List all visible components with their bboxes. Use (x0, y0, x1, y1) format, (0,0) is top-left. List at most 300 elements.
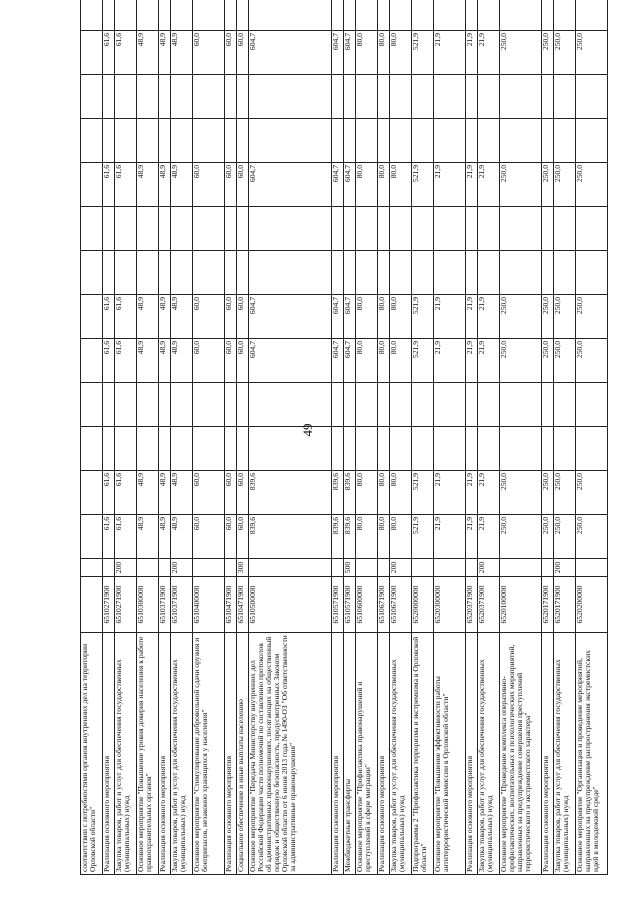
amount-cell (193, 383, 225, 427)
amount-cell (478, 427, 500, 471)
amount-cell (103, 251, 115, 295)
expense-type-cell (542, 559, 554, 577)
amount-cell (137, 75, 159, 119)
amount-cell: 250,0 (554, 295, 576, 339)
amount-cell (542, 207, 554, 251)
expense-type-cell (81, 559, 103, 577)
expense-type-cell (500, 559, 542, 577)
amount-cell: 250,0 (500, 31, 542, 75)
target-code-cell: 6510671900 (390, 577, 412, 633)
target-code-cell: 6520000000 (412, 577, 434, 633)
row-name-cell: Реализация основного мероприятия (103, 633, 115, 875)
expense-type-cell (137, 559, 159, 577)
amount-cell: 60,0 (193, 339, 225, 383)
amount-cell: 21,9 (478, 515, 500, 559)
amount-cell: 839,6 (332, 515, 344, 559)
amount-cell (237, 207, 249, 251)
amount-cell (115, 207, 137, 251)
amount-cell: 21,9 (478, 31, 500, 75)
target-code-cell: 6510400000 (193, 577, 225, 633)
amount-cell (159, 251, 171, 295)
amount-cell (137, 427, 159, 471)
amount-cell (378, 427, 390, 471)
expense-type-cell: 200 (171, 559, 193, 577)
row-name-cell: Межбюджетные трансферты (344, 633, 356, 875)
amount-cell (81, 207, 103, 251)
amount-cell (554, 75, 576, 119)
amount-cell (171, 207, 193, 251)
amount-cell (434, 383, 466, 427)
expense-type-cell: 200 (390, 559, 412, 577)
amount-cell: 48,9 (159, 163, 171, 207)
amount-cell: 48,9 (171, 163, 193, 207)
amount-cell (378, 119, 390, 163)
row-name-cell: Закупка товаров, работ и услуг для обеспечения государственных (муниципальных) нужд (171, 633, 193, 875)
target-code-cell (81, 577, 103, 633)
target-code-cell: 6510471900 (225, 577, 237, 633)
target-code-cell: 6510471900 (237, 577, 249, 633)
amount-cell: 521,9 (412, 339, 434, 383)
amount-cell (378, 207, 390, 251)
amount-cell: 80,0 (390, 31, 412, 75)
amount-cell: 48,9 (171, 295, 193, 339)
amount-cell (378, 0, 390, 31)
amount-cell (356, 75, 378, 119)
amount-cell (412, 251, 434, 295)
target-code-cell: 6510371900 (171, 577, 193, 633)
amount-cell (171, 383, 193, 427)
amount-cell: 604,7 (344, 339, 356, 383)
expense-type-cell: 200 (554, 559, 576, 577)
table-row (542, 0, 554, 875)
amount-cell (356, 119, 378, 163)
amount-cell (193, 75, 225, 119)
amount-cell: 48,9 (159, 31, 171, 75)
expense-type-cell: 300 (237, 559, 249, 577)
amount-cell: 21,9 (478, 295, 500, 339)
amount-cell: 48,9 (137, 515, 159, 559)
amount-cell: 21,9 (478, 163, 500, 207)
amount-cell: 61,6 (103, 31, 115, 75)
amount-cell (115, 251, 137, 295)
table-row (576, 0, 608, 875)
amount-cell (237, 119, 249, 163)
amount-cell: 21,9 (478, 471, 500, 515)
amount-cell: 521,9 (412, 515, 434, 559)
amount-cell: 60,0 (225, 163, 237, 207)
amount-cell (344, 0, 356, 31)
table-row (237, 0, 249, 875)
amount-cell: 80,0 (390, 163, 412, 207)
amount-cell (554, 0, 576, 31)
amount-cell: 60,0 (193, 471, 225, 515)
expense-type-cell (332, 559, 344, 577)
amount-cell: 250,0 (542, 471, 554, 515)
amount-cell (554, 427, 576, 471)
amount-cell: 80,0 (390, 295, 412, 339)
amount-cell: 21,9 (466, 31, 478, 75)
target-code-cell: 6520171900 (554, 577, 576, 633)
amount-cell: 80,0 (390, 471, 412, 515)
amount-cell: 604,7 (249, 163, 332, 207)
amount-cell (344, 119, 356, 163)
row-name-cell: Реализация основного мероприятия (225, 633, 237, 875)
amount-cell (434, 119, 466, 163)
amount-cell (115, 119, 137, 163)
table-row (378, 0, 390, 875)
amount-cell: 61,6 (103, 295, 115, 339)
amount-cell: 250,0 (554, 515, 576, 559)
amount-cell (193, 119, 225, 163)
row-name-cell: Основное мероприятие "Проведение комплекса оперативно-профилактических, воспитательных и психологических мероприятий, направленных на предупреждение совершения преступлений террористического и экстремистского характера" (500, 633, 542, 875)
target-code-cell: 6520371900 (478, 577, 500, 633)
amount-cell: 250,0 (542, 339, 554, 383)
amount-cell: 61,6 (115, 515, 137, 559)
amount-cell (237, 75, 249, 119)
amount-cell (171, 119, 193, 163)
amount-cell: 250,0 (576, 163, 608, 207)
amount-cell (434, 75, 466, 119)
table-row (554, 0, 576, 875)
amount-cell: 60,0 (193, 163, 225, 207)
amount-cell (542, 119, 554, 163)
expense-type-cell (159, 559, 171, 577)
expense-type-cell (466, 559, 478, 577)
row-name-cell: Основное мероприятие "Передача Министерству внутренних дел Российской Федерации части полномочий по составлению протоколов об административных правонарушениях, посягающих на общественный порядок и общественную безопасность, предусмотренных Законом Орловской области от 6 июня 2013 года № 1490-ОЗ "Об ответственности за административные правонарушения" (249, 633, 332, 875)
amount-cell (249, 119, 332, 163)
amount-cell: 61,6 (103, 339, 115, 383)
amount-cell: 80,0 (356, 163, 378, 207)
amount-cell (249, 251, 332, 295)
amount-cell (103, 0, 115, 31)
row-name-cell: Основное мероприятие "Профилактика правонарушений и преступлений в сфере миграции" (356, 633, 378, 875)
table-row (159, 0, 171, 875)
amount-cell: 48,9 (159, 515, 171, 559)
amount-cell (103, 427, 115, 471)
amount-cell (478, 75, 500, 119)
amount-cell (159, 427, 171, 471)
amount-cell: 61,6 (115, 471, 137, 515)
amount-cell (81, 163, 103, 207)
amount-cell: 604,7 (344, 163, 356, 207)
amount-cell: 250,0 (576, 471, 608, 515)
amount-cell (500, 75, 542, 119)
amount-cell: 80,0 (356, 515, 378, 559)
row-name-cell: Реализация основного мероприятия (542, 633, 554, 875)
amount-cell (500, 251, 542, 295)
amount-cell (356, 383, 378, 427)
amount-cell (478, 251, 500, 295)
amount-cell (434, 251, 466, 295)
amount-cell: 60,0 (237, 471, 249, 515)
amount-cell (500, 0, 542, 31)
amount-cell (554, 119, 576, 163)
amount-cell: 250,0 (500, 339, 542, 383)
target-code-cell: 6520371900 (466, 577, 478, 633)
table-row (249, 0, 332, 875)
budget-table (80, 0, 608, 875)
amount-cell (137, 119, 159, 163)
amount-cell (159, 75, 171, 119)
expense-type-cell: 500 (344, 559, 356, 577)
amount-cell (344, 251, 356, 295)
amount-cell (103, 119, 115, 163)
amount-cell: 21,9 (434, 471, 466, 515)
amount-cell (81, 427, 103, 471)
amount-cell (466, 119, 478, 163)
target-code-cell: 6510571900 (344, 577, 356, 633)
table-row (137, 0, 159, 875)
amount-cell: 80,0 (378, 295, 390, 339)
amount-cell (137, 207, 159, 251)
amount-cell: 48,9 (137, 295, 159, 339)
amount-cell (378, 383, 390, 427)
amount-cell (159, 207, 171, 251)
amount-cell: 521,9 (412, 295, 434, 339)
amount-cell (344, 75, 356, 119)
amount-cell (115, 427, 137, 471)
amount-cell: 48,9 (171, 515, 193, 559)
amount-cell (81, 75, 103, 119)
amount-cell: 60,0 (193, 31, 225, 75)
amount-cell: 839,6 (344, 515, 356, 559)
row-name-cell: Закупка товаров, работ и услуг для обеспечения государственных (муниципальных) нужд (554, 633, 576, 875)
amount-cell: 250,0 (500, 471, 542, 515)
table-row (412, 0, 434, 875)
amount-cell: 604,7 (344, 31, 356, 75)
amount-cell: 60,0 (225, 515, 237, 559)
amount-cell: 21,9 (466, 295, 478, 339)
table-row (344, 0, 356, 875)
amount-cell (500, 383, 542, 427)
row-name-cell: Закупка товаров, работ и услуг для обеспечения государственных (муниципальных) нужд (115, 633, 137, 875)
amount-cell: 61,6 (115, 31, 137, 75)
amount-cell (356, 251, 378, 295)
amount-cell: 604,7 (344, 295, 356, 339)
amount-cell (137, 251, 159, 295)
table-row (478, 0, 500, 875)
amount-cell (332, 251, 344, 295)
page-number: 49 (300, 423, 315, 437)
table-row (115, 0, 137, 875)
amount-cell: 61,6 (103, 515, 115, 559)
target-code-cell: 6510500000 (249, 577, 332, 633)
table-row (356, 0, 378, 875)
amount-cell: 250,0 (542, 31, 554, 75)
amount-cell: 60,0 (193, 295, 225, 339)
amount-cell: 250,0 (554, 339, 576, 383)
rotated-table (80, 33, 600, 875)
row-name-cell: Реализация основного мероприятия (332, 633, 344, 875)
amount-cell (81, 31, 103, 75)
amount-cell: 21,9 (434, 163, 466, 207)
amount-cell: 48,9 (159, 471, 171, 515)
amount-cell (332, 207, 344, 251)
amount-cell (225, 383, 237, 427)
amount-cell (576, 119, 608, 163)
amount-cell (332, 0, 344, 31)
target-code-cell: 6520200000 (576, 577, 608, 633)
amount-cell (356, 427, 378, 471)
amount-cell (225, 251, 237, 295)
amount-cell: 21,9 (434, 339, 466, 383)
table-row (390, 0, 412, 875)
amount-cell: 60,0 (237, 163, 249, 207)
amount-cell (249, 207, 332, 251)
amount-cell: 521,9 (412, 163, 434, 207)
amount-cell (500, 207, 542, 251)
amount-cell (115, 383, 137, 427)
amount-cell (193, 251, 225, 295)
amount-cell (412, 0, 434, 31)
amount-cell (412, 75, 434, 119)
amount-cell (500, 119, 542, 163)
expense-type-cell (356, 559, 378, 577)
amount-cell: 60,0 (193, 515, 225, 559)
amount-cell: 21,9 (434, 295, 466, 339)
amount-cell (115, 0, 137, 31)
amount-cell (225, 0, 237, 31)
amount-cell (356, 207, 378, 251)
amount-cell: 250,0 (554, 471, 576, 515)
amount-cell (332, 383, 344, 427)
amount-cell (237, 383, 249, 427)
amount-cell: 21,9 (478, 339, 500, 383)
amount-cell (576, 207, 608, 251)
amount-cell (478, 119, 500, 163)
amount-cell (554, 251, 576, 295)
amount-cell (356, 0, 378, 31)
amount-cell (237, 0, 249, 31)
amount-cell: 250,0 (542, 163, 554, 207)
amount-cell: 250,0 (576, 31, 608, 75)
expense-type-cell (434, 559, 466, 577)
amount-cell (193, 0, 225, 31)
row-name-cell: Реализация основного мероприятия (378, 633, 390, 875)
row-name-cell: Основное мероприятие "Повышение уровня доверия населения к работе правоохранительных органов" (137, 633, 159, 875)
amount-cell: 521,9 (412, 31, 434, 75)
amount-cell: 60,0 (225, 471, 237, 515)
budget-table-body (81, 0, 608, 875)
amount-cell: 250,0 (542, 295, 554, 339)
amount-cell (466, 0, 478, 31)
target-code-cell: 6510571900 (332, 577, 344, 633)
amount-cell: 21,9 (434, 31, 466, 75)
amount-cell (542, 251, 554, 295)
amount-cell (249, 427, 332, 471)
amount-cell (81, 515, 103, 559)
expense-type-cell (412, 559, 434, 577)
amount-cell: 250,0 (500, 515, 542, 559)
amount-cell: 604,7 (249, 31, 332, 75)
amount-cell: 48,9 (159, 295, 171, 339)
amount-cell: 48,9 (137, 31, 159, 75)
amount-cell (249, 383, 332, 427)
amount-cell (225, 75, 237, 119)
amount-cell: 21,9 (466, 163, 478, 207)
expense-type-cell (378, 559, 390, 577)
amount-cell (171, 427, 193, 471)
amount-cell (554, 207, 576, 251)
target-code-cell: 6510671900 (378, 577, 390, 633)
amount-cell (390, 427, 412, 471)
amount-cell: 60,0 (237, 31, 249, 75)
amount-cell: 48,9 (159, 339, 171, 383)
amount-cell (103, 207, 115, 251)
amount-cell: 21,9 (466, 471, 478, 515)
amount-cell: 61,6 (115, 163, 137, 207)
amount-cell (500, 427, 542, 471)
amount-cell: 61,6 (115, 295, 137, 339)
amount-cell: 21,9 (434, 515, 466, 559)
amount-cell: 61,6 (115, 339, 137, 383)
amount-cell: 521,9 (412, 471, 434, 515)
amount-cell: 21,9 (466, 339, 478, 383)
amount-cell (237, 427, 249, 471)
amount-cell (554, 383, 576, 427)
amount-cell (576, 251, 608, 295)
amount-cell (542, 0, 554, 31)
amount-cell (576, 0, 608, 31)
amount-cell (81, 383, 103, 427)
amount-cell: 604,7 (249, 295, 332, 339)
amount-cell (390, 207, 412, 251)
expense-type-cell: 200 (478, 559, 500, 577)
amount-cell: 839,6 (249, 515, 332, 559)
amount-cell: 250,0 (576, 339, 608, 383)
amount-cell (344, 427, 356, 471)
expense-type-cell (103, 559, 115, 577)
amount-cell (159, 383, 171, 427)
amount-cell (478, 0, 500, 31)
amount-cell: 604,7 (332, 339, 344, 383)
amount-cell (137, 0, 159, 31)
table-row (225, 0, 237, 875)
amount-cell: 80,0 (356, 471, 378, 515)
amount-cell: 60,0 (225, 31, 237, 75)
amount-cell: 839,6 (249, 471, 332, 515)
target-code-cell: 6510371900 (159, 577, 171, 633)
row-name-cell: Реализация основного мероприятия (466, 633, 478, 875)
amount-cell (249, 0, 332, 31)
amount-cell: 21,9 (466, 515, 478, 559)
amount-cell: 250,0 (576, 515, 608, 559)
amount-cell (225, 119, 237, 163)
table-row (332, 0, 344, 875)
amount-cell (390, 383, 412, 427)
amount-cell: 250,0 (554, 163, 576, 207)
target-code-cell: 6510271900 (103, 577, 115, 633)
amount-cell (171, 0, 193, 31)
amount-cell: 48,9 (137, 163, 159, 207)
amount-cell (378, 75, 390, 119)
amount-cell: 80,0 (378, 163, 390, 207)
amount-cell (466, 207, 478, 251)
row-name-cell: соответствии с потребностями органов внутренних дел на территории Орловской области" (81, 633, 103, 875)
amount-cell: 604,7 (249, 339, 332, 383)
amount-cell (237, 251, 249, 295)
amount-cell: 60,0 (237, 515, 249, 559)
amount-cell (576, 383, 608, 427)
amount-cell: 60,0 (225, 339, 237, 383)
amount-cell (103, 75, 115, 119)
table-row (500, 0, 542, 875)
amount-cell: 604,7 (332, 163, 344, 207)
target-code-cell: 6520100000 (500, 577, 542, 633)
table-row (81, 0, 103, 875)
row-name-cell: Закупка товаров, работ и услуг для обеспечения государственных (муниципальных) нужд (390, 633, 412, 875)
amount-cell (332, 119, 344, 163)
